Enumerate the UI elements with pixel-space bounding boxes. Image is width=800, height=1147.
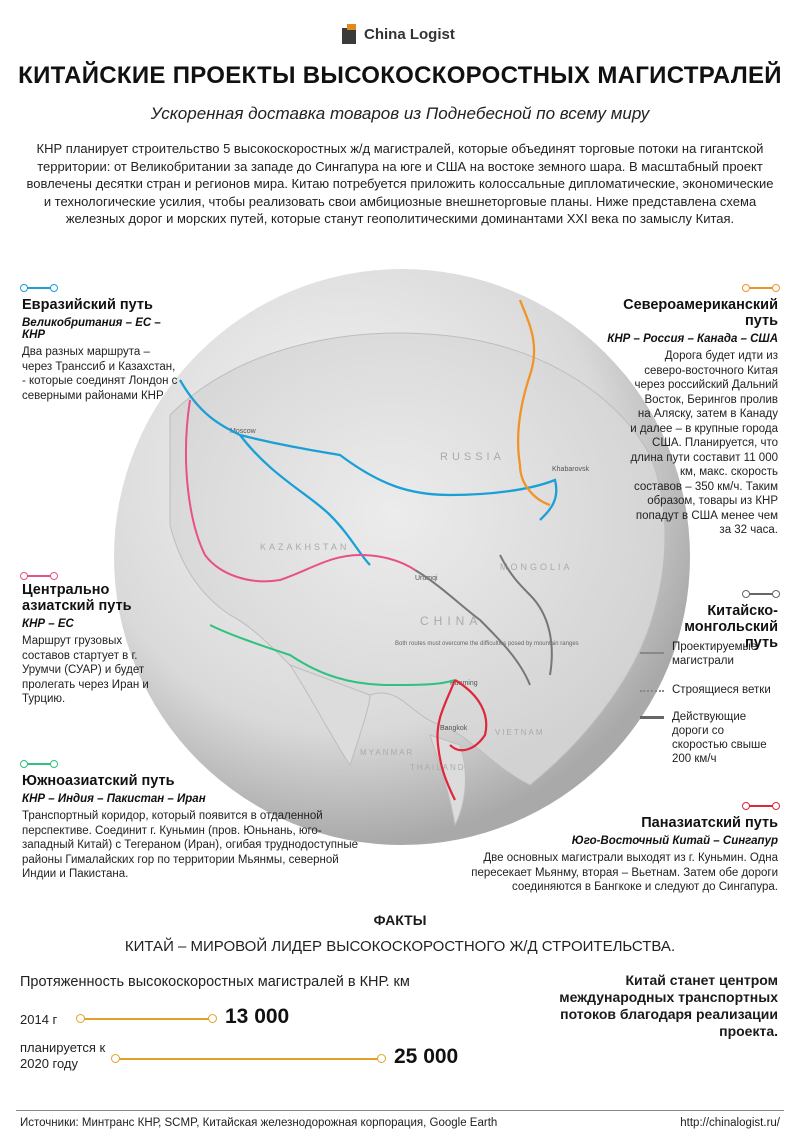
eurasian-block — [22, 297, 182, 403]
map-label-kazakhstan: KAZAKHSTAN — [260, 542, 350, 552]
legend-existing: Действующие дороги со скоростью свыше 200 км/ч — [672, 711, 767, 765]
map-label-thailand: THAILAND — [410, 763, 466, 772]
bar-label-2014: 2014 г — [20, 1012, 58, 1027]
eurasian-text: Два разных маршрута – через Транссиб и Казахстан, - которые соединят Лондон с северными районами КНР — [22, 346, 178, 402]
page-title: КИТАЙСКИЕ ПРОЕКТЫ ВЫСОКОСКОРОСТНЫХ МАГИСТРАЛЕЙ — [18, 62, 782, 89]
marker-north-american — [746, 287, 776, 289]
bar-2020-start-dot — [111, 1054, 120, 1063]
map-label-china: CHINA — [420, 614, 483, 628]
marker-china-mongolian — [746, 593, 776, 595]
map-label-mongolia: MONGOLIA — [500, 562, 573, 572]
map-label-moscow: Moscow — [230, 428, 256, 435]
bar-2014 — [80, 1018, 211, 1020]
bar-value-2020: 25 000 — [394, 1045, 459, 1068]
legend-swatch-existing — [640, 716, 664, 719]
map-label-kunming: Kunming — [450, 680, 478, 687]
map-label-urumqi: Urumqi — [415, 575, 438, 582]
legend-building: Строящиеся ветки — [672, 684, 771, 696]
pan-asian-title: Паназиатский путь — [641, 815, 778, 831]
page-subtitle: Ускоренная доставка товаров из Поднебесной по всему миру — [150, 104, 650, 123]
eurasian-title: Евразийский путь — [22, 297, 153, 313]
legend-planned: Проектируемые магистрали — [672, 641, 758, 667]
bar-label-2020: планируется к 2020 году — [20, 1040, 106, 1071]
map-note: Both routes must overcome the difficulties posed by mountain ranges — [395, 641, 579, 647]
bar-2020-end-dot — [377, 1054, 386, 1063]
marker-central-asian — [24, 575, 54, 577]
north-american-sub: КНР – Россия – Канада – США — [607, 333, 778, 345]
south-asian-sub: КНР – Индия – Пакистан – Иран — [22, 793, 206, 805]
bar-2020 — [115, 1058, 380, 1060]
north-american-text: Дорога будет идти из северо-восточного Китая через российский Дальний Восток, Берингов пролив на Аляску, затем в Канаду и далее – в крупные города США. Планируется, что длина пути составит 11 000 км, макс. скорость составов – 350 км/ч. Таким образом, товары из КНР попадут в США менее чем за 32 часа. — [630, 350, 778, 536]
south-asian-title: Южноазиатский путь — [22, 773, 175, 789]
marker-eurasian — [24, 287, 54, 289]
logo-icon — [338, 22, 360, 48]
central-asian-text: Маршрут грузовых составов стартует в г. Урумчи (СУАР) и будет пролегать через Иран и Турцию. — [22, 635, 149, 705]
footer-sources: Источники: Минтранс КНР, SCMP, Китайская железнодорожная корпорация, Google Earth — [20, 1117, 498, 1129]
map-label-myanmar: MYANMAR — [360, 748, 415, 757]
central-asian-block — [22, 582, 152, 707]
length-caption: Протяженность высокоскоростных магистралей в КНР. км — [20, 974, 410, 990]
central-asian-sub: КНР – ЕС — [22, 618, 74, 630]
footer-url[interactable]: http://chinalogist.ru/ — [680, 1117, 780, 1129]
north-american-title: Североамериканский путь — [623, 297, 778, 329]
marker-pan-asian — [746, 805, 776, 807]
eurasian-sub: Великобритания – ЕС – КНР — [22, 317, 161, 341]
legend-swatch-planned — [640, 652, 664, 654]
north-american-block — [590, 297, 778, 538]
pan-asian-block — [420, 815, 778, 895]
bar-2014-start-dot — [76, 1014, 85, 1023]
map-label-russia: RUSSIA — [440, 451, 505, 463]
china-mongolian-title: Китайско-монгольский путь — [684, 603, 778, 651]
central-asian-title: Центрально азиатский путь — [22, 582, 132, 614]
logo — [338, 22, 478, 50]
facts-subtitle: КИТАЙ – МИРОВОЙ ЛИДЕР ВЫСОКОСКОРОСТНОГО Ж/Д СТРОИТЕЛЬСТВА. — [124, 938, 676, 955]
pan-asian-sub: Юго-Восточный Китай – Сингапур — [571, 835, 778, 847]
logo-text: China Logist — [364, 26, 455, 43]
map-label-khabarovsk: Khabarovsk — [552, 466, 589, 473]
map-label-vietnam: VIETNAM — [495, 728, 545, 737]
bar-value-2014: 13 000 — [225, 1005, 290, 1028]
map-label-bangkok: Bangkok — [440, 725, 468, 732]
facts-note: Китай станет центром международных транспортных потоков благодаря реализации проекта. — [559, 972, 778, 1039]
marker-south-asian — [24, 763, 54, 765]
pan-asian-text: Две основных магистрали выходят из г. Куньмин. Одна пересекает Мьянму, вторая – Вьетнам. Затем обе дороги соединяются в Бангкоке и следуют до Сингапура. — [471, 852, 778, 893]
bar-2014-end-dot — [208, 1014, 217, 1023]
south-asian-text: Транспортный коридор, который появится в отдаленной перспективе. Соединит г. Куньмин (пров. Юньнань, юго-западный Китай) с Тегераном (Иран), огибая труднодоступные районы Гималайских гор по территории Мьянмы, северной Индии и Пакистана. — [22, 810, 358, 880]
facts-title: ФАКТЫ — [373, 912, 427, 928]
intro-text: КНР планирует строительство 5 высокоскоростных ж/д магистралей, которые объединят торговые потоки на гигантской территории: от Великобритании за западе до Сингапура на юге и США на востоке земного шара. В масштабный проект вовлечены десятки стран и регионов мира. Китаю потребуется приложить колоссальные дипломатические, экономические и технологические усилия, чтобы реализовать свои амбициозные внешнеторговые планы. Ниже представлена схема железных дорог и морских путей, которые станут геополитическими доминантами XXI века по замыслу Китая. — [26, 141, 774, 226]
legend-swatch-building — [640, 690, 664, 692]
south-asian-block — [22, 773, 367, 882]
footer-divider — [16, 1110, 784, 1111]
